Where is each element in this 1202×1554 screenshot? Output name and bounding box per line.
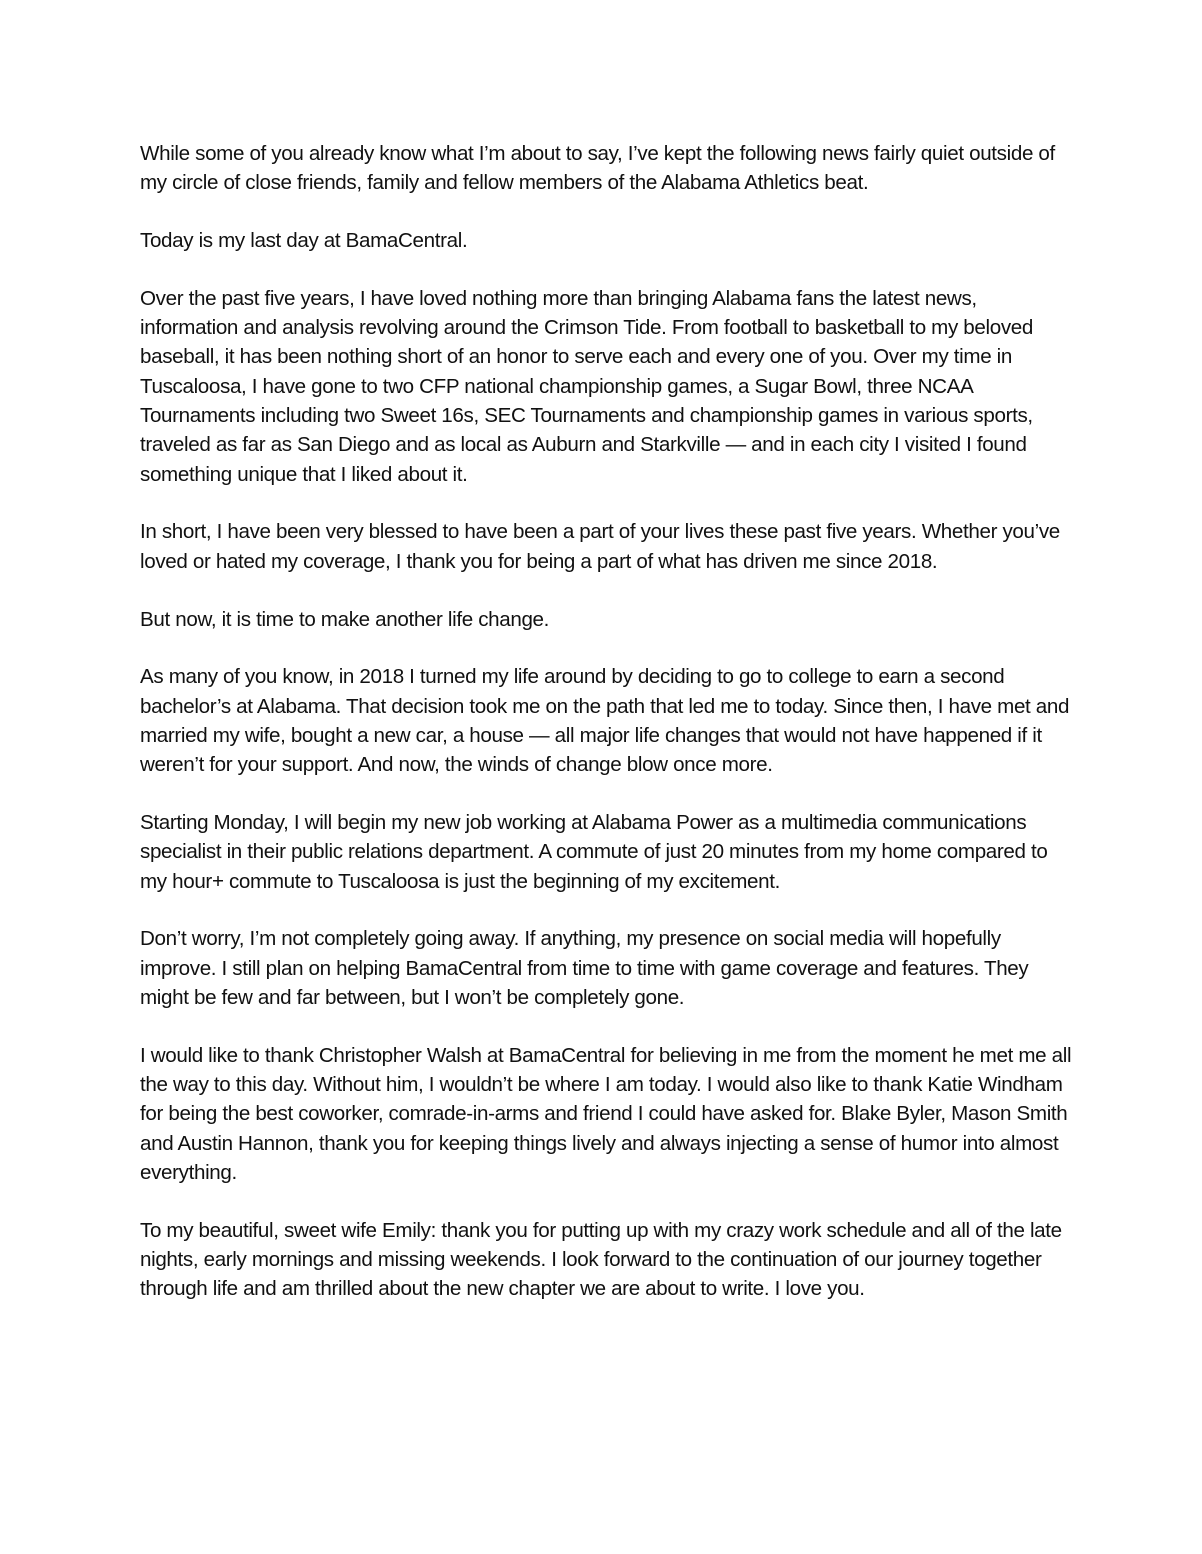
paragraph-life-change: But now, it is time to make another life change. bbox=[140, 607, 550, 631]
paragraph-thanks-wife: To my beautiful, sweet wife Emily: thank you for putting up with my crazy work schedule and all of the late nights, early mornings and missing weekends. I look forward to the continuation of our journey together through life and am thrilled about the new chapter we are about to write. I love you. bbox=[140, 1218, 1062, 1301]
paragraph-blessed: In short, I have been very blessed to have been a part of your lives these past five years. Whether you’ve loved or hated my coverage, I thank you for being a part of what has driven me since 2018. bbox=[140, 520, 1060, 573]
paragraph-thanks-colleagues: I would like to thank Christopher Walsh at BamaCentral for believing in me from the moment he met me all the way to this day. Without him, I wouldn’t be where I am today. I would also like to thank Katie Windham for being the best coworker, comrade-in-arms and friend I could have asked for. Blake Byler, Mason Smith and Austin Hannon, thank you for keeping things lively and always injecting a sense of humor into almost everything. bbox=[140, 1043, 1072, 1185]
paragraph-opening: While some of you already know what I’m about to say, I’ve kept the following news fairly quiet outside of my circle of close friends, family and fellow members of the Alabama Athletics beat. bbox=[140, 142, 1055, 195]
paragraph-not-going-away: Don’t worry, I’m not completely going away. If anything, my presence on social media will hopefully improve. I still plan on helping BamaCentral from time to time with game coverage and features. They might be few and far between, but I won’t be completely gone. bbox=[140, 927, 1029, 1010]
letter-body bbox=[140, 139, 1075, 1332]
paragraph-past-five-years: Over the past five years, I have loved nothing more than bringing Alabama fans the latest news, information and analysis revolving around the Crimson Tide. From football to basketball to my beloved baseball, it has been nothing short of an honor to serve each and every one of you. Over my time in Tuscaloosa, I have gone to two CFP national championship games, a Sugar Bowl, three NCAA Tournaments including two Sweet 16s, SEC Tournaments and championship games in various sports, traveled as far as San Diego and as local as Auburn and Starkville — and in each city I visited I found something unique that I liked about it. bbox=[140, 286, 1033, 486]
paragraph-new-job: Starting Monday, I will begin my new job working at Alabama Power as a multimedia communications specialist in their public relations department. A commute of just 20 minutes from my home compared to my hour+ commute to Tuscaloosa is just the beginning of my excitement. bbox=[140, 811, 1048, 893]
paragraph-last-day: Today is my last day at BamaCentral. bbox=[140, 229, 468, 253]
paragraph-college-decision: As many of you know, in 2018 I turned my life around by deciding to go to college to earn a second bachelor’s at Alabama. That decision took me on the path that led me to today. Since then, I have met and married my wife, bought a new car, a house — all major life changes that would not have happened if it weren’t for your support. And now, the winds of change blow once more. bbox=[140, 665, 1070, 777]
